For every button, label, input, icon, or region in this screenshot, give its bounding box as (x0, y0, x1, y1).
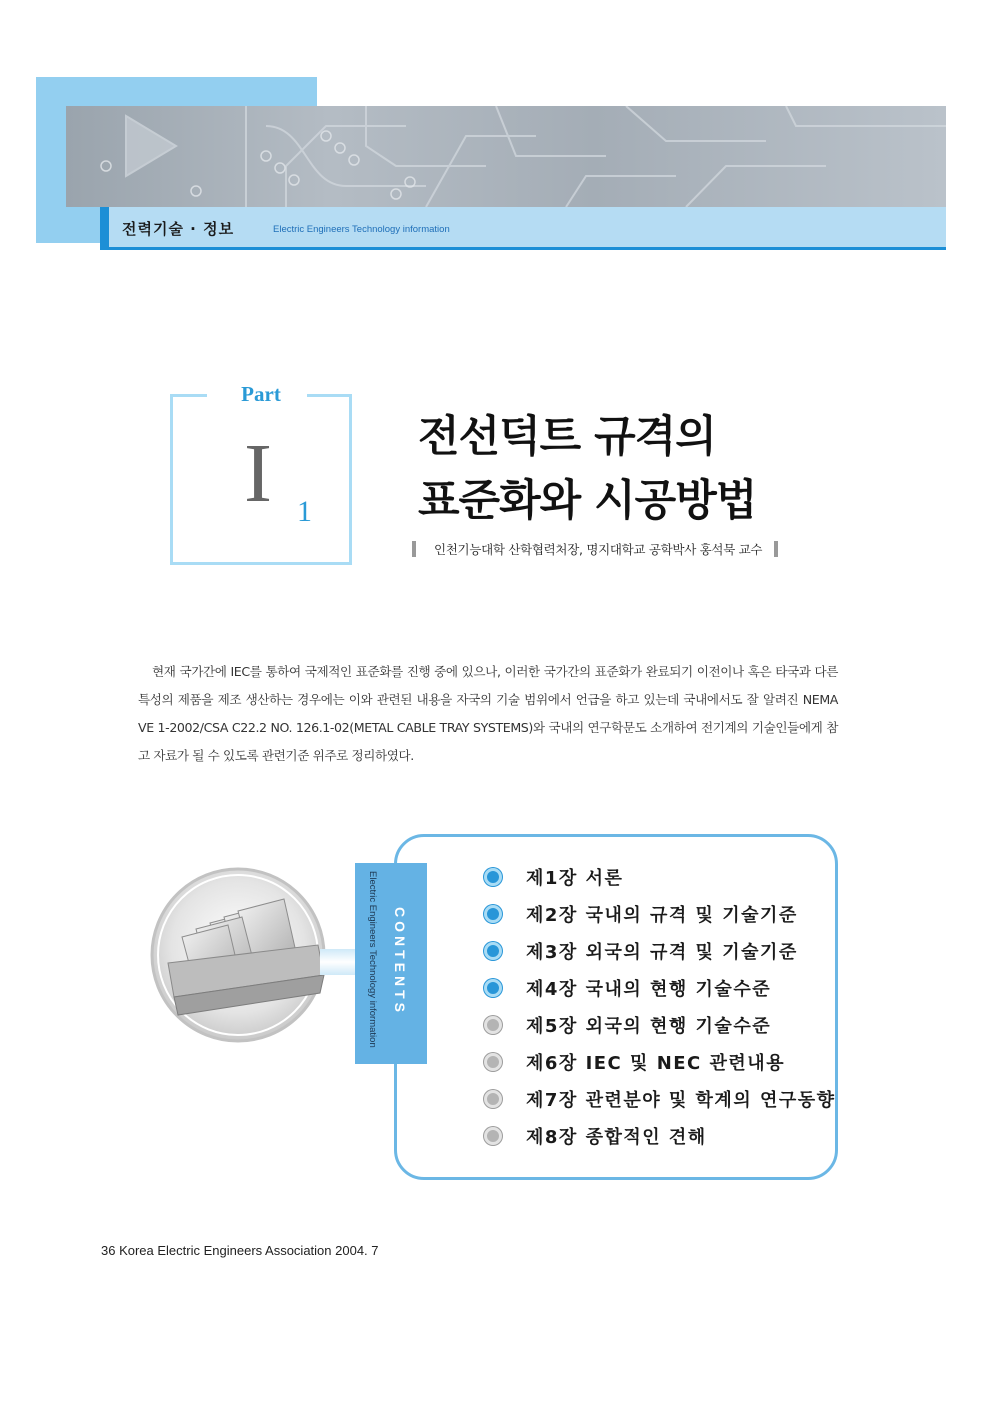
toc-item-text: 제5장 외국의 현행 기술수준 (526, 1015, 772, 1037)
file-tray-icon (148, 865, 328, 1045)
toc-item (484, 895, 836, 932)
toc-item (484, 1006, 836, 1043)
header-underline (100, 247, 946, 250)
bullet-active-icon (484, 942, 502, 960)
page-footer: 36 Korea Electric Engineers Association 2004. 7 (101, 1243, 379, 1258)
contents-connector (320, 949, 357, 975)
article-title-line2: 표준화와 시공방법 (418, 476, 757, 526)
author-bar-left (412, 541, 416, 557)
part-number: 1 (297, 495, 312, 528)
header-accent-bar (100, 207, 109, 250)
bullet-inactive-icon (484, 1127, 502, 1145)
section-subtitle: Electric Engineers Technology information (273, 224, 450, 235)
part-roman-numeral: I (244, 427, 272, 520)
toc-item-text: 제1장 서론 (526, 867, 624, 889)
bullet-inactive-icon (484, 1016, 502, 1034)
abstract-paragraph: 현재 국가간에 IEC를 통하여 국제적인 표준화를 진행 중에 있으나, 이러한 국가간의 표준화가 완료되기 이전이나 혹은 타국과 다른 특성의 제품을 제조 생산하는 경우에는 이와 관련된 내용을 자국의 기술 범위에서 언급을 하고 있는데 국내에서도 잘 알려진 NEMA VE 1-2002/CSA C22.2 NO. 126.1-02(METAL CABLE TRAY SYSTEMS)와 국내의 연구학문도 소개하여 전기계의 기술인들에게 참고 자료가 될 수 있도록 관련기준 위주로 정리하였다. (138, 663, 838, 763)
table-of-contents (484, 858, 836, 1154)
article-title-line1: 전선덕트 규격의 (418, 412, 716, 462)
toc-item-text: 제7장 관련분야 및 학계의 연구동향 (526, 1089, 836, 1111)
author-text: 인천기능대학 산학협력처장, 명지대학교 공학박사 홍석묵 교수 (434, 542, 763, 557)
toc-item-text: 제8장 종합적인 견해 (526, 1126, 707, 1148)
toc-item-text: 제6장 IEC 및 NEC 관련내용 (526, 1052, 786, 1074)
toc-item (484, 1043, 836, 1080)
toc-item (484, 1117, 836, 1154)
contents-tab-title: CONTENTS (392, 907, 408, 1016)
bullet-active-icon (484, 905, 502, 923)
bullet-active-icon (484, 979, 502, 997)
toc-item (484, 969, 836, 1006)
toc-item (484, 932, 836, 969)
author-bar-right (774, 541, 778, 557)
toc-item (484, 858, 836, 895)
contents-tab-subtitle: Electric Engineers Technology information (367, 871, 378, 1048)
bullet-inactive-icon (484, 1053, 502, 1071)
toc-item-text: 제3장 외국의 규격 및 기술기준 (526, 941, 798, 963)
author-row (412, 539, 778, 559)
toc-item (484, 1080, 836, 1117)
header-circuit-board-image (66, 106, 946, 207)
bullet-inactive-icon (484, 1090, 502, 1108)
article-title (418, 405, 756, 533)
contents-tab (355, 863, 427, 1064)
bullet-active-icon (484, 868, 502, 886)
part-label: Part (241, 382, 281, 406)
toc-item-text: 제2장 국내의 규격 및 기술기준 (526, 904, 798, 926)
toc-item-text: 제4장 국내의 현행 기술수준 (526, 978, 772, 1000)
section-title: 전력기술 · 정보 (122, 220, 235, 238)
